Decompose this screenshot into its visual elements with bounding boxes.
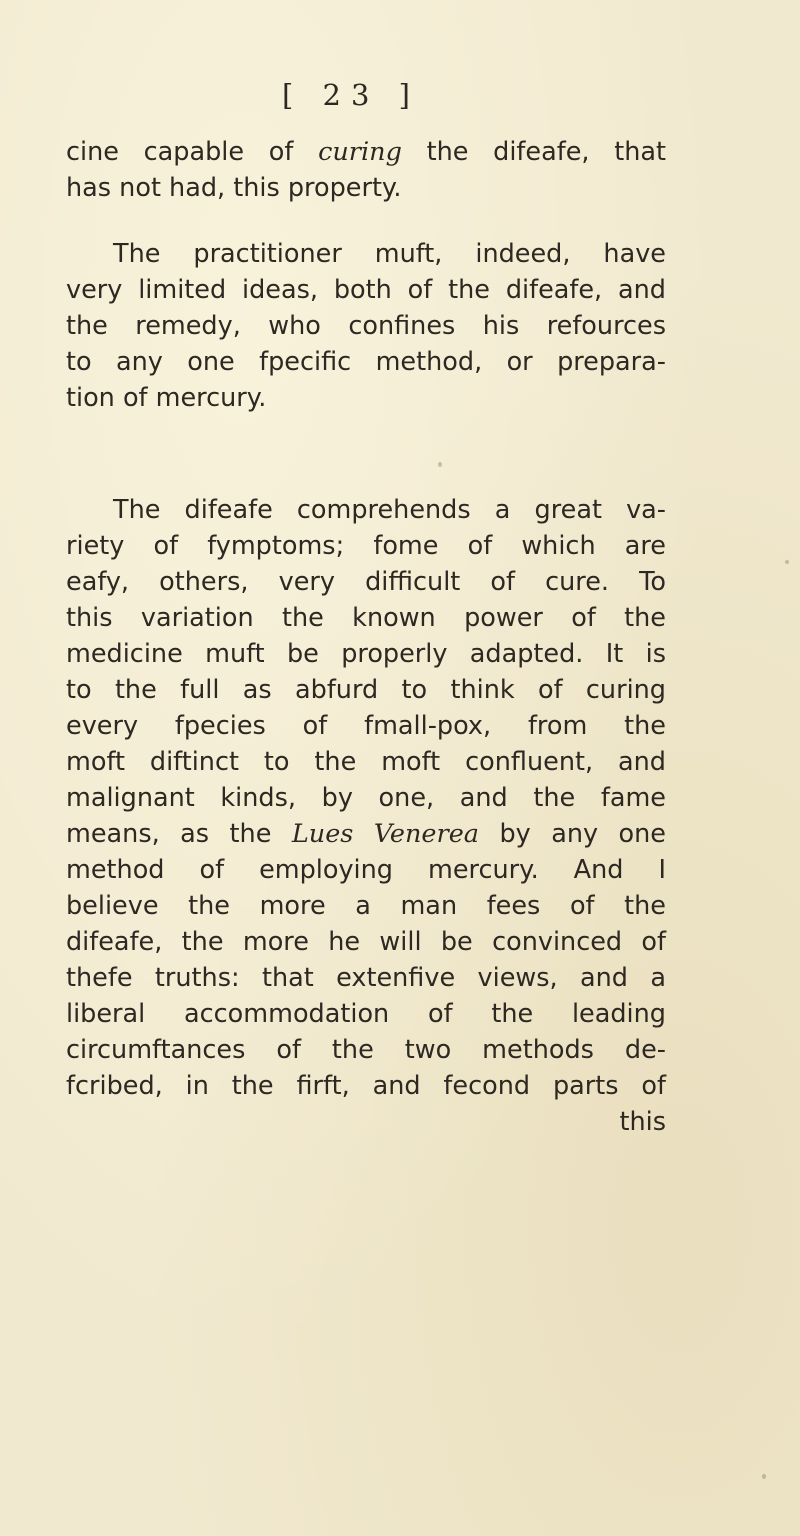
text-line-5: the remedy, who confines his refources — [66, 311, 666, 341]
text-line-12: medicine muft be properly adapted. It is — [66, 639, 666, 669]
text-line-20: difeafe, the more he will be convinced of — [66, 927, 666, 957]
line-text: the difeafe, that — [401, 137, 666, 167]
text-line-4: very limited ideas, both of the difeafe, and — [66, 275, 666, 305]
line-text: means, as the — [66, 819, 292, 849]
text-line-9: riety of fymptoms; fome of which are — [66, 531, 666, 561]
line-text: by any one — [479, 819, 666, 849]
text-line-8: The difeafe comprehends a great va- — [113, 495, 666, 525]
paper-fleck — [785, 560, 789, 564]
italic-phrase-lues-venerea: Lues Venerea — [291, 819, 479, 849]
page-number: [ 23 ] — [282, 78, 420, 112]
text-line-16: malignant kinds, by one, and the fame — [66, 783, 666, 813]
text-line-1 — [66, 134, 666, 170]
paper-fleck — [438, 462, 442, 467]
catchword: this — [619, 1107, 666, 1137]
text-line-23: circumftances of the two methods de- — [66, 1035, 666, 1065]
text-line-11: this variation the known power of the — [66, 603, 666, 633]
text-line-13: to the full as abfurd to think of curing — [66, 675, 666, 705]
text-line-7: tion of mercury. — [66, 383, 267, 413]
text-line-15: moft diftinct to the moft confluent, and — [66, 747, 666, 777]
italic-word-curing: curing — [318, 137, 402, 167]
text-line-24: fcribed, in the firft, and fecond parts of — [66, 1071, 666, 1101]
text-line-2: has not had, this property. — [66, 173, 402, 203]
line-text: cine capable of — [66, 137, 319, 167]
text-line-19: believe the more a man fees of the — [66, 891, 666, 921]
text-line-18: method of employing mercury. And I — [66, 855, 666, 885]
paper-fleck — [762, 1474, 766, 1479]
text-line-17 — [66, 816, 666, 852]
text-line-3: The practitioner muft, indeed, have — [113, 239, 666, 269]
text-line-22: liberal accommodation of the leading — [66, 999, 666, 1029]
text-line-21: thefe truths: that extenfive views, and a — [66, 963, 666, 993]
text-line-10: eafy, others, very difficult of cure. To — [66, 567, 666, 597]
text-line-6: to any one fpecific method, or prepara- — [66, 347, 666, 377]
text-line-14: every fpecies of fmall-pox, from the — [66, 711, 666, 741]
